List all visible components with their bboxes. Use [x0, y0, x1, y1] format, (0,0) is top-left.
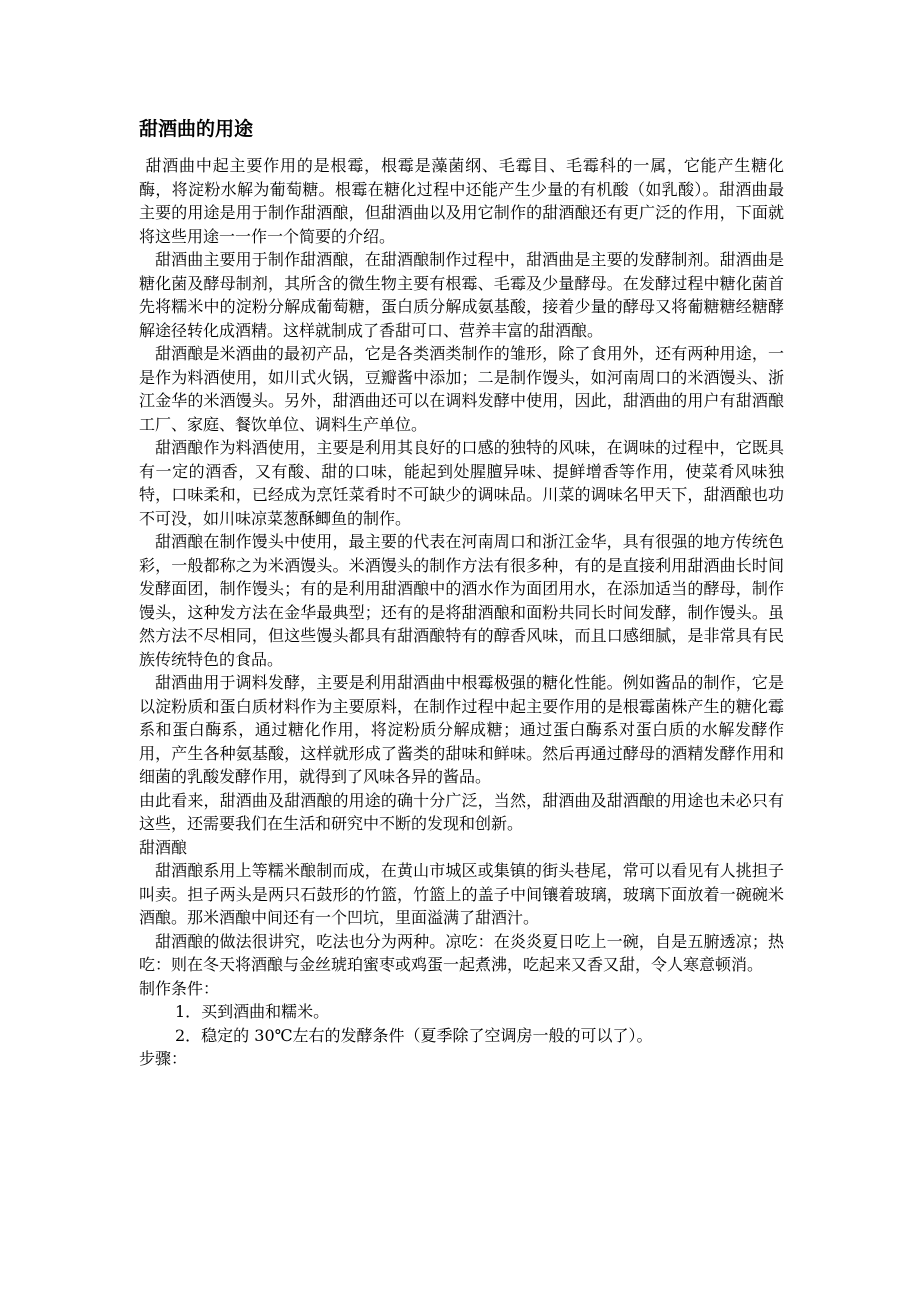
- section-heading-steps: 步骤：: [139, 1049, 188, 1068]
- paragraph-cooking-wine: 甜酒酿作为料酒使用，主要是利用其良好的口感的独特的风味，在调味的过程中，它既具有一定的酒香，又有酸、甜的口味，能起到处腥膻异味、提鲜增香等作用，使菜肴风味独特，口味柔和，已经成为烹饪菜肴时不可缺少的调味品。川菜的调味名甲天下，甜酒酿也功不可没，如川味凉菜葱酥鲫鱼的制作。: [139, 438, 784, 528]
- paragraph-sweet-rice-wine-eating: 甜酒酿的做法很讲究，吃法也分为两种。凉吃：在炎炎夏日吃上一碗，自是五腑透凉；热吃：则在冬天将酒酿与金丝琥珀蜜枣或鸡蛋一起煮沸，吃起来又香又甜，令人寒意顿消。: [139, 931, 784, 974]
- document-page: [139, 116, 784, 1071]
- section-heading-sweet-rice-wine: 甜酒酿: [139, 837, 188, 857]
- paragraph-conclusion: 由此看来，甜酒曲及甜酒酿的用途的确十分广泛，当然，甜酒曲及甜酒酿的用途也未必只有这些，还需要我们在生活和研究中不断的发现和创新。: [139, 790, 784, 833]
- document-title: 甜酒曲的用途: [139, 118, 254, 140]
- list-item-condition-2: 2．稳定的 30℃左右的发酵条件（夏季除了空调房一般的可以了）。: [175, 1025, 653, 1045]
- paragraph-sweet-rice-wine-description: 甜酒酿系用上等糯米酿制而成，在黄山市城区或集镇的街头巷尾，常可以看见有人挑担子叫卖。担子两头是两只石鼓形的竹篮，竹篮上的盖子中间镶着玻璃，玻璃下面放着一碗碗米酒酿。那米酒酿中间还有一个凹坑，里面溢满了甜酒汁。: [139, 861, 784, 927]
- paragraph-usage-main: 甜酒曲主要用于制作甜酒酿，在甜酒酿制作过程中，甜酒曲是主要的发酵制剂。甜酒曲是糖化菌及酵母制剂，其所含的微生物主要有根霉、毛霉及少量酵母。在发酵过程中糖化菌首先将糯米中的淀粉分解成葡萄糖，蛋白质分解成氨基酸，接着少量的酵母又将葡糖糖经糖酵解途径转化成酒精。这样就制成了香甜可口、营养丰富的甜酒酿。: [139, 250, 784, 340]
- section-heading-conditions: 制作条件：: [139, 978, 220, 998]
- paragraph-seasoning: 甜酒曲用于调料发酵，主要是利用甜酒曲中根霉极强的糖化性能。例如酱品的制作，它是以淀粉质和蛋白质材料作为主要原料，在制作过程中起主要作用的是根霉菌株产生的糖化霉系和蛋白酶系，通过糖化作用，将淀粉质分解成糖；通过蛋白酶系对蛋白质的水解发酵作用，产生各种氨基酸，这样就形成了酱类的甜味和鲜味。然后再通过酵母的酒精发酵作用和细菌的乳酸发酵作用，就得到了风味各异的酱品。: [139, 673, 784, 786]
- paragraph-intro: 甜酒曲中起主要作用的是根霉，根霉是藻菌纲、毛霉目、毛霉科的一属，它能产生糖化酶，将淀粉水解为葡萄糖。根霉在糖化过程中还能产生少量的有机酸（如乳酸）。甜酒曲最主要的用途是用于制作甜酒酿，但甜酒曲以及用它制作的甜酒酿还有更广泛的作用，下面就将这些用途一一作一个简要的介绍。: [139, 156, 784, 246]
- list-item-condition-1: 1．买到酒曲和糯米。: [175, 1002, 330, 1021]
- paragraph-steamed-bun: 甜酒酿在制作馒头中使用，最主要的代表在河南周口和浙江金华，具有很强的地方传统色彩，一般都称之为米酒馒头。米酒馒头的制作方法有很多种，有的是直接利用甜酒曲长时间发酵面团，制作馒头；有的是利用甜酒酿中的酒水作为面团用水，在添加适当的酵母，制作馒头，这种发方法在金华最典型；还有的是将甜酒酿和面粉共同长时间发酵，制作馒头。虽然方法不尽相同，但这些馒头都具有甜酒酿特有的醇香风味，而且口感细腻，是非常具有民族传统特色的食品。: [139, 532, 784, 669]
- paragraph-usage-other: 甜酒酿是米酒曲的最初产品，它是各类酒类制作的雏形，除了食用外，还有两种用途，一是作为料酒使用，如川式火锅，豆瓣酱中添加；二是制作馒头，如河南周口的米酒馒头、浙江金华的米酒馒头。另外，甜酒曲还可以在调料发酵中使用，因此，甜酒曲的用户有甜酒酿工厂、家庭、餐饮单位、调料生产单位。: [139, 344, 784, 434]
